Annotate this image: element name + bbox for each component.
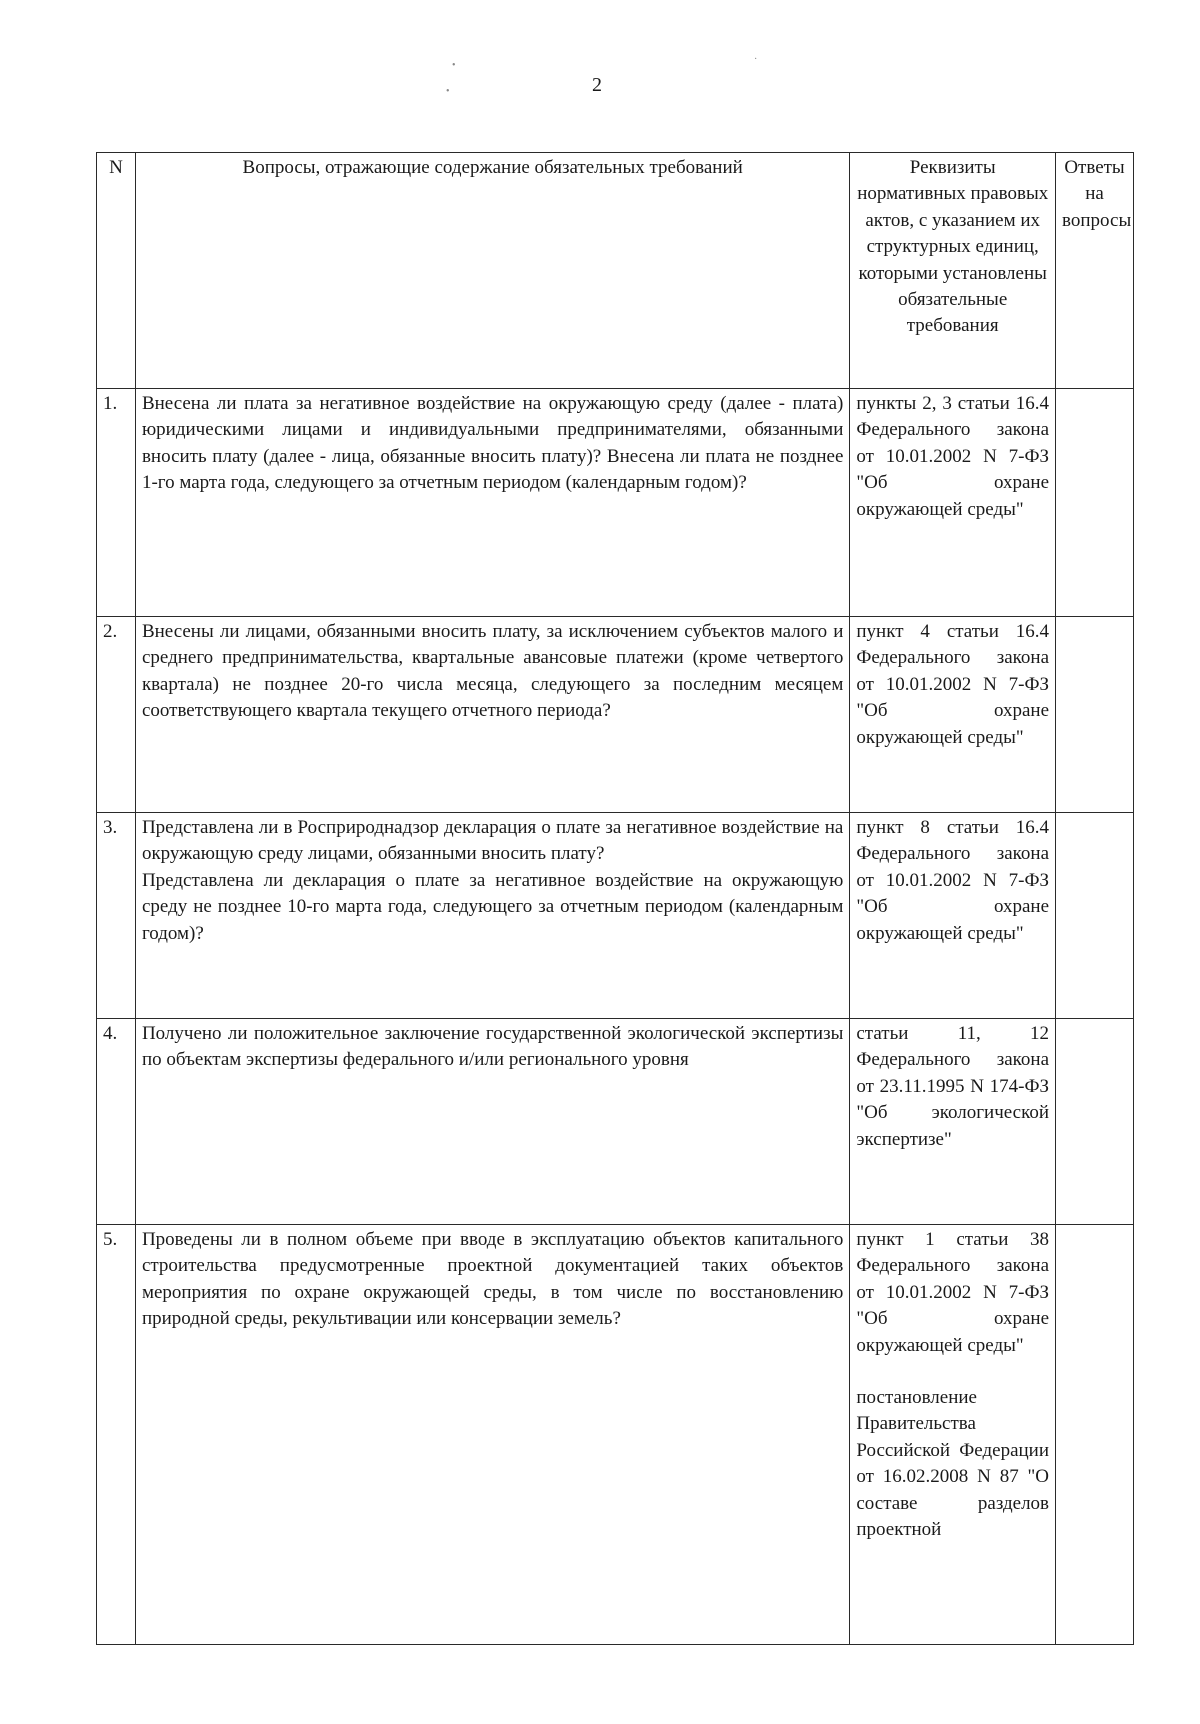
requisites-text: пункт 1 статьи 38 Федерального закона от 10.01.2002 N 7-ФЗ "Об охране окружающей среды": [856, 1229, 1050, 1356]
question-text: Внесены ли лицами, обязанными вносить плату, за исключением субъектов малого и среднего предпринимательства, квартальные авансовые платежи (кроме четвертого квартала) не позднее 20-го числа месяца, следующего за последним месяцем соответствующего квартала текущего отчетного периода?: [135, 617, 849, 813]
row-number: 3.: [97, 813, 136, 1019]
header-n: N: [97, 153, 136, 389]
answer-cell[interactable]: [1056, 1019, 1134, 1225]
scan-speck: ·: [754, 54, 758, 65]
requisites-text: статьи 11, 12 Федерального закона от 23.11.1995 N 174-ФЗ "Об экологической экспертизе": [850, 1019, 1056, 1225]
question-text: Получено ли положительное заключение государственной экологической экспертизы по объектам экспертизы федерального и/или регионального уровня: [135, 1019, 849, 1225]
table-row: [97, 1225, 1134, 1645]
row-number: 2.: [97, 617, 136, 813]
scan-speck: •: [446, 86, 450, 97]
header-questions: Вопросы, отражающие содержание обязательных требований: [135, 153, 849, 389]
page-number: 2: [592, 74, 602, 96]
answer-cell[interactable]: [1056, 389, 1134, 617]
requirements-table: [96, 152, 1134, 1645]
requisites-text: пункты 2, 3 статьи 16.4 Федерального закона от 10.01.2002 N 7-ФЗ "Об охране окружающей среды": [850, 389, 1056, 617]
header-answers: Ответы на вопросы: [1056, 153, 1134, 389]
table-row: [97, 1019, 1134, 1225]
answer-cell[interactable]: [1056, 813, 1134, 1019]
question-text: Проведены ли в полном объеме при вводе в эксплуатацию объектов капитального строительства предусмотренные проектной документацией таких объектов мероприятия по охране окружающей среды, в том числе по восстановлению природной среды, рекультивации или консервации земель?: [135, 1225, 849, 1645]
table-row: [97, 617, 1134, 813]
question-text: Представлена ли в Росприроднадзор декларация о плате за негативное воздействие на окружающую среду лицами, обязанными вносить плату? Представлена ли декларация о плате за негативное воздействие на окружающую среду не позднее 10-го марта года, следующего за отчетным периодом (календарным годом)?: [135, 813, 849, 1019]
table-header-row: [97, 153, 1134, 389]
requisites-text-extra: постановление Правительства Российской Федерации от 16.02.2008 N 87 "О составе разделов проектной: [856, 1387, 1050, 1541]
requisites-spacer: [856, 1359, 1049, 1385]
scan-speck: •: [452, 60, 456, 71]
requisites-cell: [850, 1225, 1056, 1645]
table-row: [97, 389, 1134, 617]
answer-cell[interactable]: [1056, 1225, 1134, 1645]
table-row: [97, 813, 1134, 1019]
requisites-text: пункт 8 статьи 16.4 Федерального закона от 10.01.2002 N 7-ФЗ "Об охране окружающей среды": [850, 813, 1056, 1019]
header-requisites: Реквизиты нормативных правовых актов, с указанием их структурных единиц, которыми установлены обязательные требования: [850, 153, 1056, 389]
row-number: 4.: [97, 1019, 136, 1225]
requisites-text: пункт 4 статьи 16.4 Федерального закона от 10.01.2002 N 7-ФЗ "Об охране окружающей среды": [850, 617, 1056, 813]
answer-cell[interactable]: [1056, 617, 1134, 813]
row-number: 1.: [97, 389, 136, 617]
question-text: Внесена ли плата за негативное воздействие на окружающую среду (далее - плата) юридическими лицами и индивидуальными предпринимателями, обязанными вносить плату (далее - лица, обязанные вносить плату)? Внесена ли плата не позднее 1-го марта года, следующего за отчетным периодом (календарным годом)?: [135, 389, 849, 617]
row-number: 5.: [97, 1225, 136, 1645]
